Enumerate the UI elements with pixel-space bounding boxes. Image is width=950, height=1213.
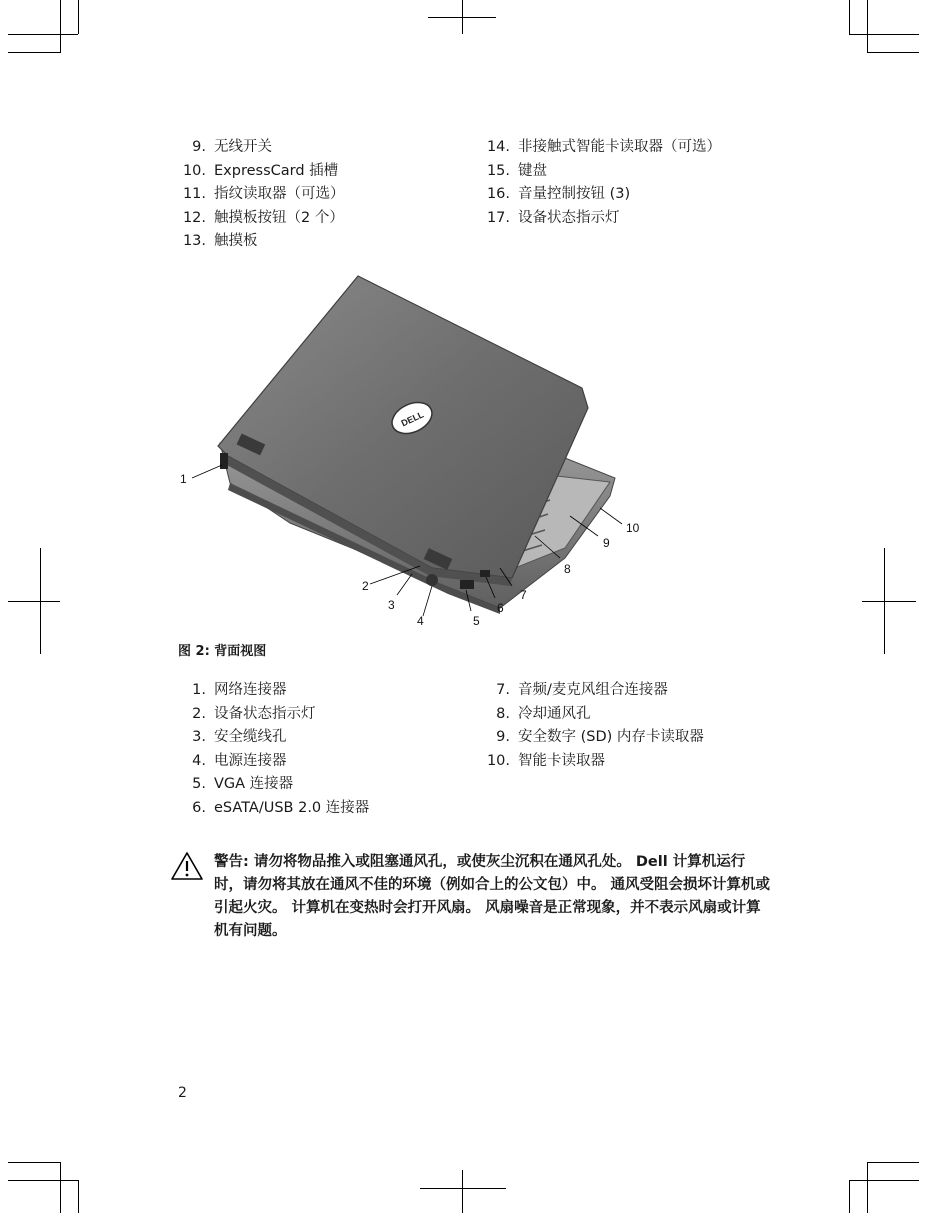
figure-caption: 图 2: 背面视图	[178, 644, 267, 659]
list-item: 5. VGA 连接器	[192, 776, 294, 792]
top-legend-list-right	[482, 136, 721, 230]
network-port	[220, 453, 228, 469]
page-number: 2	[178, 1085, 187, 1101]
laptop-back-view-figure	[170, 268, 650, 636]
list-item: 16. 音量控制按钮 (3)	[486, 186, 631, 202]
callout-1: 1	[180, 472, 187, 486]
list-item: 9. 无线开关	[192, 139, 272, 155]
callout-8: 8	[564, 562, 571, 576]
callout-3: 3	[388, 598, 395, 612]
list-item: 9. 安全数字 (SD) 内存卡读取器	[496, 729, 704, 745]
list-item: 3. 安全缆线孔	[192, 729, 287, 745]
vga-port	[460, 580, 474, 589]
list-item: 1. 网络连接器	[192, 682, 287, 698]
list-item: 8. 冷却通风孔	[496, 705, 591, 722]
list-item: 12. 触摸板按钮（2 个）	[182, 209, 344, 226]
bottom-legend-list-right	[482, 679, 704, 773]
power-connector	[426, 574, 438, 586]
list-item: 13. 触摸板	[182, 233, 258, 249]
callout-6: 6	[497, 601, 504, 615]
list-item: 2. 设备状态指示灯	[192, 705, 316, 722]
bottom-legend-list-left	[178, 679, 369, 820]
callout-4: 4	[417, 614, 424, 628]
list-item: 11. 指纹读取器（可选）	[182, 186, 345, 202]
callout-5: 5	[473, 614, 480, 628]
svg-text:DELL: DELL	[399, 409, 426, 429]
esata-usb-port	[480, 570, 490, 577]
list-item: 15. 键盘	[486, 162, 547, 179]
list-item: 7. 音频/麦克风组合连接器	[496, 682, 668, 698]
callout-10: 10	[626, 521, 640, 535]
warning-text: 警告: 请勿将物品推入或阻塞通风孔，或使灰尘沉积在通风孔处。 Dell 计算机运行时，请勿将其放在通风不佳的环境（例如合上的公文包）中。 通风受阻会损坏计算机或引起火灾。 计算机在变热时会打开风扇。 风扇噪音是正常现象，并不表示风扇或计算机有问题。	[214, 854, 771, 939]
list-item: 17. 设备状态指示灯	[486, 209, 620, 226]
list-item: 10. ExpressCard 插槽	[182, 162, 339, 179]
list-item: 14. 非接触式智能卡读取器（可选）	[486, 139, 721, 155]
warning-triangle-icon	[170, 851, 204, 881]
top-legend-list-left	[178, 136, 345, 254]
callout-2: 2	[362, 579, 369, 593]
list-item: 10. 智能卡读取器	[486, 752, 605, 769]
callout-7: 7	[520, 588, 527, 602]
list-item: 4. 电源连接器	[192, 752, 287, 769]
list-item: 6. eSATA/USB 2.0 连接器	[192, 799, 370, 816]
callout-9: 9	[603, 536, 610, 550]
